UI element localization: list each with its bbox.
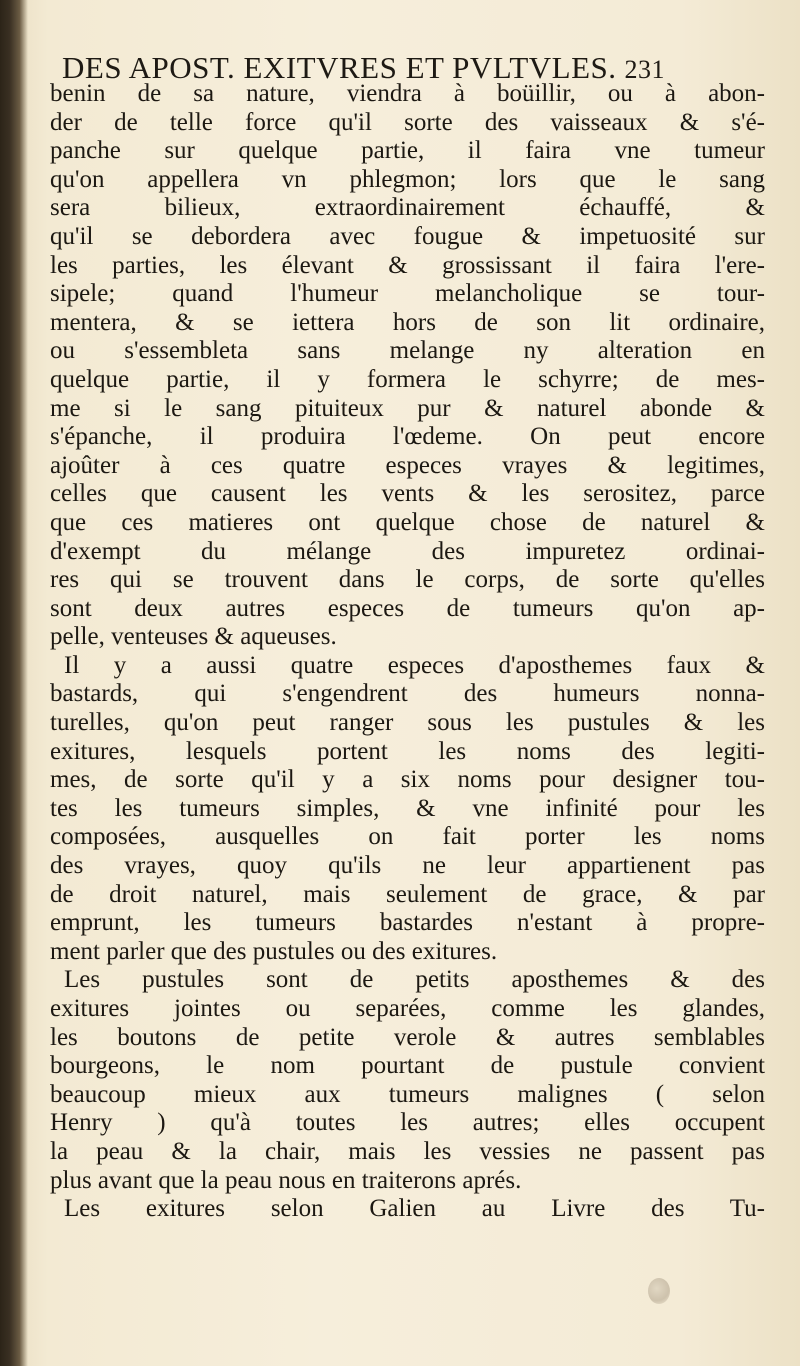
- text-line: de droit naturel, mais seulement de grace, & par: [50, 880, 765, 908]
- text-line: bastards, qui s'engendrent des humeurs nonna-: [50, 680, 765, 708]
- text-line: s'épanche, il produira l'œdeme. On peut encore: [50, 423, 765, 451]
- text-line: d'exempt du mélange des impuretez ordinai-: [50, 537, 765, 565]
- page-number: 231: [624, 55, 666, 84]
- text-line: les parties, les élevant & grossissant il faira l'ere-: [50, 251, 765, 279]
- text-line: sipele; quand l'humeur melancholique se tour-: [50, 280, 765, 308]
- text-line: exitures, lesquels portent les noms des legiti-: [50, 737, 765, 765]
- text-line: sont deux autres especes de tumeurs qu'on ap-: [50, 594, 765, 622]
- text-line: qu'il se debordera avec fougue & impetuosité sur: [50, 222, 765, 250]
- text-line: me si le sang pituiteux pur & naturel abonde &: [50, 394, 765, 422]
- text-line: que ces matieres ont quelque chose de naturel &: [50, 508, 765, 536]
- paragraph-start-line: Les pustules sont de petits aposthemes & des: [64, 966, 765, 994]
- text-line: sera bilieux, extraordinairement échauffé, &: [50, 194, 765, 222]
- text-line: res qui se trouvent dans le corps, de sorte qu'elles: [50, 566, 765, 594]
- paragraph-end-line: ment parler que des pustules ou des exitures.: [50, 937, 498, 965]
- paragraph-end-line: pelle, venteuses & aqueuses.: [50, 623, 337, 651]
- text-line: les boutons de petite verole & autres semblables: [50, 1023, 765, 1051]
- text-line: tes les tumeurs simples, & vne infinité pour les: [50, 794, 765, 822]
- paragraph-start-line: Les exitures selon Galien au Livre des Tu-: [64, 1195, 765, 1223]
- text-line: panche sur quelque partie, il faira vne tumeur: [50, 137, 765, 165]
- body-text: [50, 80, 765, 1224]
- text-line: des vrayes, quoy qu'ils ne leur appartienent pas: [50, 852, 765, 880]
- paper-stain: [648, 1278, 670, 1304]
- text-line: exitures jointes ou separées, comme les glandes,: [50, 995, 765, 1022]
- running-head-title: DES APOST. EXITVRES ET PVLTVLES.: [62, 50, 617, 85]
- text-line: composées, ausquelles on fait porter les noms: [50, 823, 765, 851]
- text-line: Henry ) qu'à toutes les autres; elles occupent: [50, 1109, 765, 1137]
- text-line: la peau & la chair, mais les vessies ne passent pas: [50, 1137, 765, 1165]
- text-line: ou s'essembleta sans melange ny alteration en: [50, 337, 765, 365]
- text-line: beaucoup mieux aux tumeurs malignes ( selon: [50, 1080, 765, 1108]
- text-line: turelles, qu'on peut ranger sous les pustules & les: [50, 709, 765, 737]
- text-line: ajoûter à ces quatre especes vrayes & legitimes,: [50, 451, 765, 479]
- text-line: qu'on appellera vn phlegmon; lors que le sang: [50, 165, 765, 193]
- text-line: der de telle force qu'il sorte des vaisseaux & s'é-: [50, 108, 765, 136]
- text-line: quelque partie, il y formera le schyrre; de mes-: [50, 365, 765, 393]
- text-line: benin de sa nature, viendra à boüillir, ou à abon-: [50, 80, 765, 107]
- text-line: mes, de sorte qu'il y a six noms pour designer tou-: [50, 766, 765, 794]
- paragraph-start-line: Il y a aussi quatre especes d'aposthemes faux &: [64, 651, 765, 679]
- text-line: mentera, & se iettera hors de son lit ordinaire,: [50, 308, 765, 336]
- text-line: emprunt, les tumeurs bastardes n'estant à propre-: [50, 909, 765, 937]
- text-line: bourgeons, le nom pourtant de pustule convient: [50, 1052, 765, 1080]
- text-line: celles que causent les vents & les serositez, parce: [50, 480, 765, 508]
- paragraph-end-line: plus avant que la peau nous en traiterons aprés.: [50, 1166, 522, 1194]
- book-spine-shadow: [0, 0, 28, 1366]
